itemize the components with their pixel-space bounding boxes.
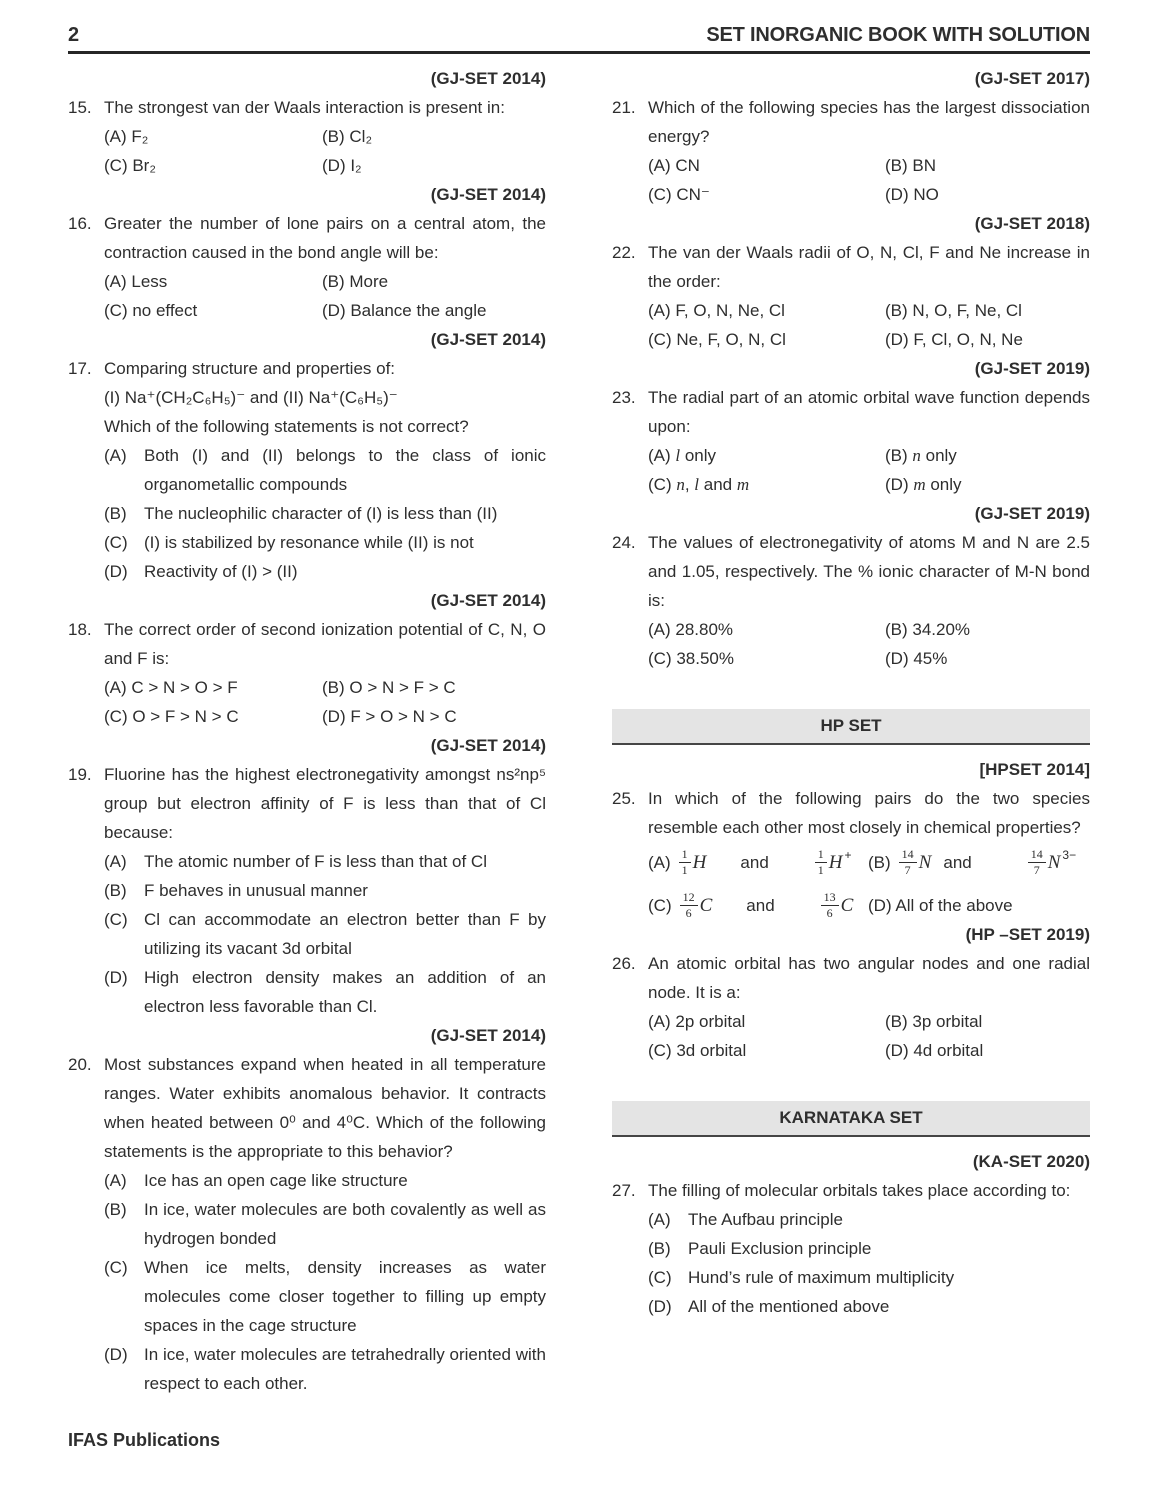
question-16-options: [104, 267, 546, 325]
question-26-text: An atomic orbital has two angular nodes and one radial node. It is a:: [648, 954, 1090, 1002]
option-c: (C) Hund’s rule of maximum multiplicity: [648, 1268, 955, 1287]
page-header: [68, 24, 1090, 54]
isotope-1-1-H: 1 1 H: [679, 848, 709, 877]
option-a: (A) The atomic number of F is less than that of Cl: [104, 852, 487, 871]
question-27: [612, 1176, 1090, 1321]
question-22-number: 22.: [612, 243, 636, 262]
question-25-options: [648, 848, 1090, 920]
option-c: (C) (I) is stabilized by resonance while (II) is not: [104, 533, 474, 552]
isotope-1-1-H-plus: 1 1 H +: [815, 848, 852, 877]
exam-tag-q26: (HP –SET 2019): [965, 925, 1090, 944]
question-17-text: Comparing structure and properties of:: [104, 359, 396, 378]
exam-tag-q23: (GJ-SET 2019): [974, 359, 1090, 378]
question-19-text: Fluorine has the highest electronegativity amongst ns²np⁵ group but electron affinity of F is less than that of Cl because:: [104, 765, 546, 842]
exam-tag-q18: (GJ-SET 2014): [430, 591, 546, 610]
option-b: (B) More: [322, 272, 389, 291]
question-20-text: Most substances expand when heated in all temperature ranges. Water exhibits anomalous behavior. It contracts when heated between 0⁰ and 4⁰C. Which of the following statements is the appropriate to this behavior?: [104, 1055, 546, 1161]
option-d: (D) 45%: [885, 649, 948, 668]
page-number: 2: [68, 24, 80, 46]
option-c: (C) Cl can accommodate an electron better than F by utilizing its vacant 3d orbital: [104, 910, 546, 958]
option-b: (B) 3p orbital: [885, 1012, 983, 1031]
math-var-l: l: [675, 446, 681, 465]
option-b: (B) Pauli Exclusion principle: [648, 1239, 872, 1258]
question-26-options: [648, 1007, 1090, 1065]
question-23-number: 23.: [612, 388, 636, 407]
question-16-text: Greater the number of lone pairs on a central atom, the contraction caused in the bond angle will be:: [104, 214, 546, 262]
question-17-compounds: (I) Na⁺(CH₂C₆H₅)⁻ and (II) Na⁺(C₆H₅)⁻: [104, 388, 398, 407]
question-25-text: In which of the following pairs do the two species resemble each other most closely in chemical properties?: [648, 789, 1090, 837]
question-22: [612, 238, 1090, 354]
option-d: (D) 4d orbital: [885, 1041, 984, 1060]
option-b: (B) The nucleophilic character of (I) is less than (II): [104, 504, 498, 523]
exam-tag-q16: (GJ-SET 2014): [430, 185, 546, 204]
option-a: (A) Less: [104, 272, 168, 291]
isotope-13-6-C: 13 6 C: [821, 891, 856, 920]
option-c: (C) When ice melts, density increases as water molecules come closer together to filling up empty spaces in the cage structure: [104, 1258, 546, 1335]
option-a: (A) Ice has an open cage like structure: [104, 1171, 408, 1190]
option-d: (D) High electron density makes an addition of an electron less favorable than Cl.: [104, 968, 546, 1016]
question-22-options: [648, 296, 1090, 354]
question-18: [68, 615, 546, 731]
book-title: SET INORGANIC BOOK WITH SOLUTION: [706, 24, 1090, 46]
math-var-m: m: [736, 475, 750, 494]
question-15: [68, 93, 546, 180]
question-18-options: [104, 673, 546, 731]
option-b: (B) BN: [885, 156, 936, 175]
question-27-text: The filling of molecular orbitals takes place according to:: [648, 1181, 1071, 1200]
question-17: [68, 354, 546, 586]
question-15-text: The strongest van der Waals interaction is present in:: [104, 98, 505, 117]
option-d: (D) I₂: [322, 156, 362, 175]
question-18-text: The correct order of second ionization potential of C, N, O and F is:: [104, 620, 546, 668]
exam-tag-q27: (KA-SET 2020): [972, 1152, 1090, 1171]
question-24: [612, 528, 1090, 673]
option-c: (C) Br₂: [104, 156, 156, 175]
publisher-footer: IFAS Publications: [68, 1430, 221, 1450]
option-d: (D) F > O > N > C: [322, 707, 457, 726]
option-c: (C) 3d orbital: [648, 1041, 747, 1060]
question-21-text: Which of the following species has the largest dissociation energy?: [648, 98, 1090, 146]
option-d: (D) NO: [885, 185, 939, 204]
question-26: [612, 949, 1090, 1065]
question-25-number: 25.: [612, 789, 636, 808]
option-a: (A) The Aufbau principle: [648, 1210, 843, 1229]
question-20: [68, 1050, 546, 1398]
option-a: (A) C > N > O > F: [104, 678, 238, 697]
section-header-hp-set: HP SET: [612, 709, 1090, 745]
option-d: (D) F, Cl, O, N, Ne: [885, 330, 1023, 349]
option-c: (C) O > F > N > C: [104, 707, 239, 726]
isotope-12-6-C: 12 6 C: [680, 891, 715, 920]
right-column: [612, 64, 1090, 1398]
option-c: (C) 12 6 C and 13 6 C: [648, 890, 854, 920]
exam-tag-q22: (GJ-SET 2018): [974, 214, 1090, 233]
option-d: (D) Balance the angle: [322, 301, 487, 320]
option-d: (D) Reactivity of (I) > (II): [104, 562, 298, 581]
option-b: (B) n only: [885, 446, 957, 465]
question-15-options: [104, 122, 546, 180]
option-b: (B) N, O, F, Ne, Cl: [885, 301, 1022, 320]
question-15-number: 15.: [68, 98, 92, 117]
option-c: (C) CN⁻: [648, 185, 710, 204]
math-var-n: n: [676, 475, 685, 494]
question-23: [612, 383, 1090, 499]
two-column-content: [68, 64, 1090, 1398]
question-27-number: 27.: [612, 1181, 636, 1200]
math-var-l: l: [694, 475, 700, 494]
left-column: [68, 64, 546, 1398]
question-16-number: 16.: [68, 214, 92, 233]
option-a: (A) Both (I) and (II) belongs to the class of ionic organometallic compounds: [104, 446, 546, 494]
question-24-options: [648, 615, 1090, 673]
option-c: (C) 38.50%: [648, 649, 734, 668]
option-a: (A) 2p orbital: [648, 1012, 746, 1031]
option-b: (B) In ice, water molecules are both covalently as well as hydrogen bonded: [104, 1200, 546, 1248]
question-19-number: 19.: [68, 765, 92, 784]
question-21-options: [648, 151, 1090, 209]
option-d: (D) All of the above: [868, 896, 1013, 915]
exam-tag-q19: (GJ-SET 2014): [430, 736, 546, 755]
exam-tag-q21: (GJ-SET 2017): [974, 69, 1090, 88]
option-b: (B) O > N > F > C: [322, 678, 456, 697]
question-21-number: 21.: [612, 98, 636, 117]
question-20-number: 20.: [68, 1055, 92, 1074]
question-22-text: The van der Waals radii of O, N, Cl, F and Ne increase in the order:: [648, 243, 1090, 291]
exam-tag-q20: (GJ-SET 2014): [430, 1026, 546, 1045]
exam-tag-q24: (GJ-SET 2019): [974, 504, 1090, 523]
option-a: (A) 28.80%: [648, 620, 734, 639]
question-23-text: The radial part of an atomic orbital wave function depends upon:: [648, 388, 1090, 436]
question-19: [68, 760, 546, 1021]
exam-tag-q25: [HPSET 2014]: [979, 760, 1090, 779]
math-var-m: m: [913, 475, 926, 494]
question-17-prompt: Which of the following statements is not correct?: [104, 417, 469, 436]
section-header-karnataka-set: KARNATAKA SET: [612, 1101, 1090, 1137]
option-d: (D) In ice, water molecules are tetrahedrally oriented with respect to each other.: [104, 1345, 546, 1393]
option-b: (B) 34.20%: [885, 620, 971, 639]
option-b: (B) F behaves in unusual manner: [104, 881, 368, 900]
option-c: (C) no effect: [104, 301, 198, 320]
option-d: (D) m only: [885, 475, 962, 494]
question-26-number: 26.: [612, 954, 636, 973]
question-23-options: [648, 441, 1090, 499]
isotope-14-7-N: 14 7 N: [899, 848, 934, 877]
math-var-n: n: [912, 446, 921, 465]
option-a: (A) F, O, N, Ne, Cl: [648, 301, 785, 320]
option-d: (D) All of the mentioned above: [648, 1297, 890, 1316]
exam-tag-q17: (GJ-SET 2014): [430, 330, 546, 349]
exam-tag-q15: (GJ-SET 2014): [430, 69, 546, 88]
option-a: (A) l only: [648, 446, 717, 465]
question-17-number: 17.: [68, 359, 92, 378]
question-24-number: 24.: [612, 533, 636, 552]
option-a: (A) CN: [648, 156, 700, 175]
option-c: (C) n, l and m: [648, 475, 750, 494]
question-18-number: 18.: [68, 620, 92, 639]
option-b: (B) 14 7 N and 14 7 N 3−: [868, 847, 1077, 877]
question-21: [612, 93, 1090, 209]
option-c: (C) Ne, F, O, N, Cl: [648, 330, 786, 349]
question-16: [68, 209, 546, 325]
option-a: (A) 1 1 H and 1 1 H +: [648, 847, 852, 877]
option-b: (B) Cl₂: [322, 127, 373, 146]
option-a: (A) F₂: [104, 127, 149, 146]
question-24-text: The values of electronegativity of atoms M and N are 2.5 and 1.05, respectively. The % ionic character of M-N bond is:: [648, 533, 1090, 610]
question-25: [612, 784, 1090, 920]
isotope-14-7-N-3minus: 14 7 N 3−: [1028, 848, 1076, 877]
